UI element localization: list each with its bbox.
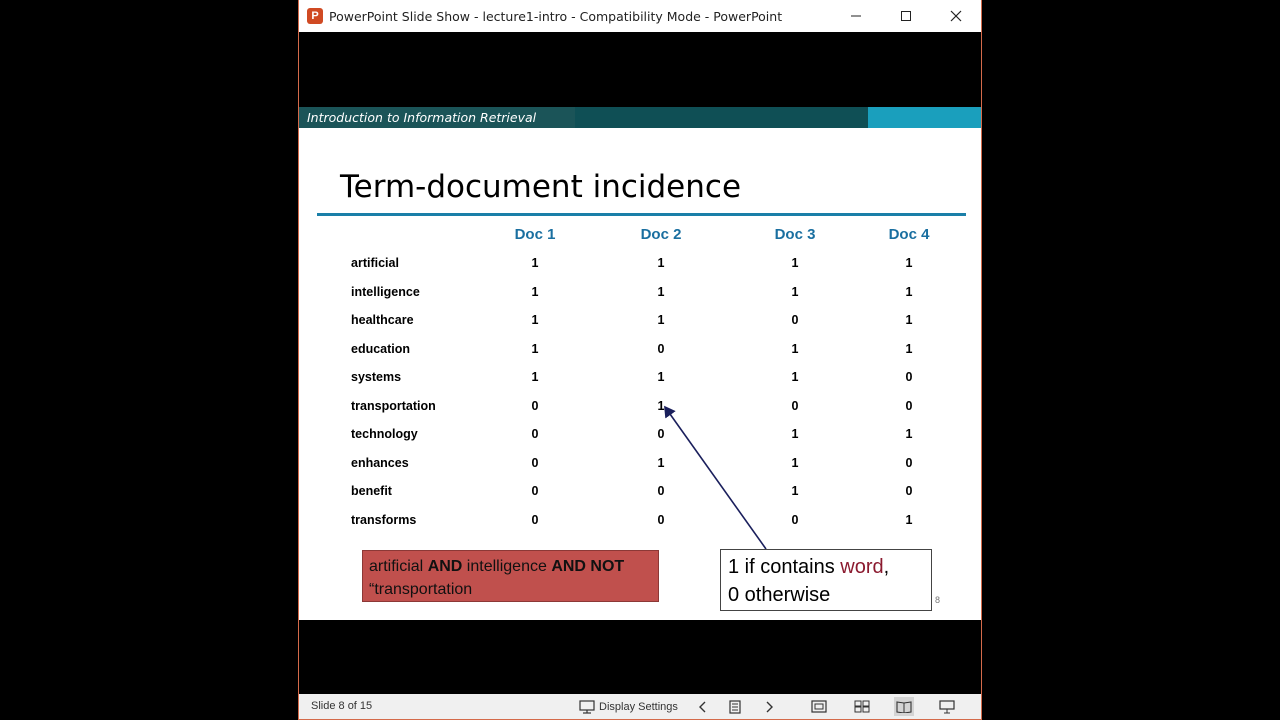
incidence-cell: 1: [657, 455, 665, 470]
query-operator: AND: [427, 558, 463, 575]
query-term: “transportation: [369, 581, 473, 598]
slide-show-button[interactable]: [937, 697, 957, 716]
chevron-right-icon: [764, 700, 774, 714]
incidence-cell: 1: [531, 370, 539, 384]
note-text: ,: [883, 556, 890, 578]
monitor-icon: [579, 700, 595, 714]
term-label: intelligence: [351, 284, 420, 299]
incidence-cell: 1: [531, 256, 539, 270]
column-header: Doc 4: [888, 226, 930, 243]
slide-canvas: [299, 107, 981, 620]
slide-menu-button[interactable]: [725, 697, 745, 716]
book-icon: [896, 700, 912, 713]
incidence-cell: 0: [531, 484, 539, 498]
term-label: enhances: [351, 455, 409, 470]
incidence-cell: 1: [791, 370, 799, 384]
incidence-cell: 0: [657, 484, 665, 498]
incidence-cell: 1: [657, 313, 665, 327]
previous-slide-button[interactable]: [693, 697, 713, 716]
term-label: transportation: [351, 398, 436, 413]
term-label: systems: [351, 370, 402, 384]
annotation-arrow: [299, 107, 981, 620]
close-icon: [950, 10, 962, 22]
incidence-cell: 1: [657, 398, 665, 413]
display-settings-label: Display Settings: [599, 700, 678, 713]
query-term: intelligence: [462, 558, 552, 575]
term-label: benefit: [351, 484, 392, 498]
powerpoint-window: [298, 0, 982, 720]
slide-number: 8: [935, 595, 941, 605]
incidence-cell: 0: [905, 455, 913, 470]
incidence-cell: 0: [531, 512, 539, 527]
column-header: Doc 2: [640, 226, 682, 243]
note-text: 0 otherwise: [728, 584, 831, 606]
incidence-cell: 0: [531, 427, 539, 441]
incidence-cell: 0: [905, 398, 913, 413]
incidence-cell: 1: [531, 284, 539, 299]
incidence-cell: 0: [905, 370, 913, 384]
incidence-cell: 1: [905, 313, 913, 327]
incidence-cell: 0: [905, 484, 913, 498]
slide-indicator: Slide 8 of 15: [311, 700, 373, 712]
incidence-cell: 0: [791, 313, 799, 327]
incidence-cell: 0: [657, 512, 665, 527]
maximize-icon: [900, 10, 912, 22]
chevron-left-icon: [698, 700, 708, 714]
incidence-cell: 0: [791, 512, 799, 527]
incidence-cell: 0: [531, 455, 539, 470]
status-bar: [299, 694, 981, 719]
note-text: 1 if contains: [728, 556, 841, 578]
incidence-cell: 1: [791, 427, 799, 441]
banner-text: Introduction to Information Retrieval: [307, 110, 537, 125]
incidence-cell: 1: [531, 341, 539, 356]
incidence-cell: 1: [905, 341, 913, 356]
incidence-cell: 1: [905, 512, 913, 527]
term-label: artificial: [351, 256, 399, 270]
boolean-query-box: [362, 550, 659, 602]
incidence-cell: 1: [791, 341, 799, 356]
incidence-cell: 1: [791, 256, 799, 270]
query-term: artificial: [369, 558, 428, 575]
incidence-cell: 1: [657, 370, 665, 384]
incidence-cell: 0: [657, 427, 665, 441]
incidence-cell: 1: [905, 284, 913, 299]
reading-view-button[interactable]: [894, 697, 914, 716]
slide-list-icon: [729, 700, 741, 714]
normal-view-icon: [811, 700, 827, 713]
window-title: PowerPoint Slide Show - lecture1-intro - Compatibility Mode - PowerPoint: [329, 9, 783, 24]
slide-title: Term-document incidence: [340, 169, 742, 205]
normal-view-button[interactable]: [809, 697, 829, 716]
display-settings-button[interactable]: [579, 697, 678, 716]
incidence-cell: 1: [791, 484, 799, 498]
note-accent-word: word: [840, 556, 884, 578]
title-bar: [299, 0, 981, 32]
term-label: transforms: [351, 512, 417, 527]
incidence-cell: 1: [905, 256, 913, 270]
incidence-cell: 0: [531, 398, 539, 413]
slide-sorter-button[interactable]: [852, 697, 872, 716]
term-label: healthcare: [351, 313, 414, 327]
column-header: Doc 3: [774, 226, 816, 243]
term-label: technology: [351, 427, 418, 441]
projector-icon: [939, 700, 955, 714]
incidence-cell: 1: [657, 284, 665, 299]
powerpoint-app-icon: P: [307, 8, 323, 24]
incidence-cell: 1: [905, 427, 913, 441]
maximize-button[interactable]: [883, 0, 929, 32]
term-label: education: [351, 341, 411, 356]
incidence-cell: 0: [657, 341, 665, 356]
minimize-icon: [850, 10, 862, 22]
incidence-cell: 1: [531, 313, 539, 327]
incidence-cell: 1: [791, 455, 799, 470]
next-slide-button[interactable]: [759, 697, 779, 716]
query-operator: AND NOT: [551, 558, 625, 575]
minimize-button[interactable]: [833, 0, 879, 32]
grid-icon: [854, 700, 870, 713]
incidence-cell: 0: [791, 398, 799, 413]
column-header: Doc 1: [514, 226, 556, 243]
close-button[interactable]: [933, 0, 979, 32]
incidence-cell: 1: [791, 284, 799, 299]
annotation-callout: [720, 549, 932, 611]
incidence-cell: 1: [657, 256, 665, 270]
